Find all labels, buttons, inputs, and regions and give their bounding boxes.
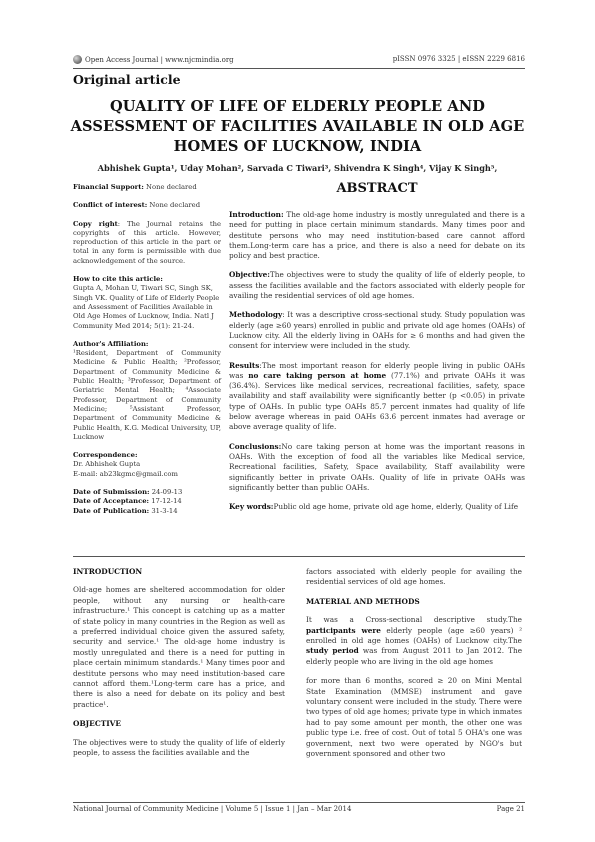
header-issn: pISSN 0976 3325 | eISSN 2229 6816 <box>392 55 525 63</box>
acceptance-label: Date of Acceptance: <box>73 497 150 506</box>
keywords-text: Public old age home, private old age home, elderly, Quality of Life <box>273 502 519 512</box>
correspondence-name: Dr. Abhishek Gupta <box>73 460 141 469</box>
financial-support-label: Financial Support: <box>73 183 144 191</box>
publication-date: 31-3-14 <box>149 506 178 515</box>
citation-text: Gupta A, Mohan U, Tiwari SC, Singh SK, Singh VK. Quality of Life of Elderly People and Assessment of Facilities Available in Old Age Homes of Lucknow, India. Natl J Community Med 2014; 5(1): 21-24. <box>73 284 220 330</box>
affiliation-text: ¹Resident, Department of Community Medicine & Public Health; ²Professor, Department of Community Medicine & Public Health; ³Professor, Department of Geriatric Mental Health; ⁴Associate Professor, Department of Community Medicine; ⁵Assistant Professor, Department of Community Medicine & Public Health, K.G. Medical University, UP, Lucknow <box>73 349 221 441</box>
submission-date: 24-09-13 <box>149 488 183 497</box>
methods-emphasis-participants: participants were <box>306 625 381 635</box>
abstract-introduction <box>229 210 525 261</box>
keywords-label: Key words: <box>229 502 274 512</box>
methods-emphasis-period: study period <box>306 646 359 656</box>
methods-text-c: elderly people (age ≥60 years) ² enrolled in old age homes (OAHs) of Lucknow city.The <box>306 625 522 646</box>
copyright-value: : The Journal retains the copyrights of this article. However, reproduction of this article in the part or total in any form is permissible with due acknowledgement of the source. <box>73 219 221 265</box>
methods-paragraph-1 <box>306 615 522 667</box>
abstract-objective-text: The objectives were to study the quality of life of elderly people, to assess the facilities available and the factors associated with elderly people for availing the residential services of old age homes. <box>229 270 525 301</box>
copyright-label: Copy right <box>73 219 118 228</box>
abstract-conclusions <box>229 442 525 493</box>
abstract-results-text-cont: (77.1%) and private OAHs it was (36.4%). Services like medical services, recreational facilities, safety, space availability and staff availability were significantly better (p <0.05) in private type of OAHs. In public type OAHs 85.7 percent inmates had quality of life below average whereas in paid OAHs 63.6 percent inmates had average or above average quality of life. <box>229 370 525 432</box>
running-footer <box>73 805 525 813</box>
abstract-heading: ABSTRACT <box>336 181 418 196</box>
citation-block <box>73 275 221 331</box>
abstract-results <box>229 361 525 433</box>
abstract-methodology <box>229 310 525 351</box>
abstract-objective-label: Objective: <box>229 270 270 280</box>
body-column-left <box>73 567 285 768</box>
running-header <box>73 55 525 67</box>
conflict-value: None declared <box>147 201 201 210</box>
section-divider <box>73 556 525 557</box>
header-rule <box>73 68 525 69</box>
article-type: Original article <box>73 72 181 87</box>
abstract-method-label: Methodology <box>229 310 283 320</box>
header-left <box>73 55 234 64</box>
abstract-results-text: :The most important reason for elderly people living in public OAHs was <box>229 360 525 380</box>
introduction-heading: INTRODUCTION <box>73 567 143 576</box>
submission-label: Date of Submission: <box>73 488 150 497</box>
affiliation-block <box>73 340 221 442</box>
abstract-keywords <box>229 502 525 512</box>
introduction-paragraph: Old-age homes are sheltered accommodation for older people, without any nursing or health-care infrastructure.¹ This concept is catching up as a matter of state policy in many countries in the Region as well as a preferred individual choice given the assured safety, security and service.¹ The old-age home industry is mostly unregulated and there is a need for putting in place certain minimum standards.¹ Many times poor and destitute persons who may need institution-based care cannot afford them.¹Long-term care has a price, and there is also a need for debate on its policy and best practice¹. <box>73 585 285 709</box>
correspondence-block <box>73 451 221 479</box>
abstract-method-text: : It was a descriptive cross-sectional study. Study population was elderly (age ≥60 years) enrolled in public and private old age homes (OAHs) of Lucknow city. All the elderly living in OAHs for ≥ 6 months and had given the consent for interview were included in the study. <box>229 310 525 351</box>
abstract-conclusion-label: Conclusions: <box>229 441 282 451</box>
objective-continuation: factors associated with elderly people for availing the residential services of old age homes. <box>306 567 522 587</box>
methods-heading: MATERIAL AND METHODS <box>306 596 420 606</box>
body-column-right <box>306 567 522 769</box>
methods-text-d: was from August 2011 to Jan 2012. The elderly people who are living in the old age homes <box>306 646 523 666</box>
copyright-note <box>73 220 221 266</box>
objective-heading: OBJECTIVE <box>73 719 122 729</box>
header-journal-info: Open Access Journal | www.njcmindia.org <box>85 56 234 64</box>
dates-block <box>73 488 221 516</box>
affiliation-label: Author's Affiliation: <box>73 339 149 348</box>
financial-support <box>73 183 221 192</box>
financial-support-value: None declared <box>143 183 197 191</box>
abstract-section <box>229 181 525 521</box>
acceptance-date: 17-12-14 <box>149 497 182 506</box>
abstract-conclusion-text: No care taking person at home was the important reasons in OAHs. With the exception of food all the variables like Medical service, Recreational facilities, Safety, Space availability, Staff availability were significantly better in private OAHs. Quality of life in private OAHs was significantly better than public OAHs. <box>229 441 525 492</box>
author-list: Abhishek Gupta¹, Uday Mohan², Sarvada C Tiwari³, Shivendra K Singh⁴, Vijay K Singh⁵, <box>97 163 498 173</box>
footer-journal: National Journal of Community Medicine | Volume 5 | Issue 1 | Jan – Mar 2014 <box>73 805 352 813</box>
footer-rule <box>73 802 525 803</box>
abstract-objective <box>229 270 525 301</box>
methods-paragraph-2: for more than 6 months, scored ≥ 20 on Mini Mental State Examination (MMSE) instrument and gave voluntary consent were included in the study. There were two types of old age homes; private type in which inmates had to pay some amount per month, the other one was public type i.e. free of cost. Out of total 5 OHA's one was government, next two were operated by NGO's but government sponsored and other two <box>306 676 522 759</box>
abstract-results-label: Results <box>229 360 260 370</box>
abstract-intro-text: The old-age home industry is mostly unregulated and there is a need for putting in place certain minimum standards. Many times poor and destitute persons who may need institution-based care cannot afford them.Long-term care has a price, and there is also a need for debate on its policy and best practice. <box>229 210 525 261</box>
conflict-label: Conflict of interest: <box>73 201 148 210</box>
article-title: QUALITY OF LIFE OF ELDERLY PEOPLE AND ASSESSMENT OF FACILITIES AVAILABLE IN OLD AGE HOMES OF LUCKNOW, INDIA <box>70 98 525 155</box>
methods-text-a: It was a Cross-sectional descriptive study.The <box>306 615 522 625</box>
correspondence-email: E-mail: ab23kgmc@gmail.com <box>73 469 178 478</box>
open-access-logo-icon <box>73 55 82 64</box>
page-number: Page 21 <box>496 805 525 813</box>
abstract-results-emphasis: no care taking person at home <box>248 370 387 380</box>
abstract-intro-label: Introduction: <box>229 210 284 219</box>
conflict-of-interest <box>73 201 221 210</box>
citation-label: How to cite this article: <box>73 275 163 284</box>
article-sidebar <box>73 183 221 525</box>
publication-label: Date of Publication: <box>73 506 150 515</box>
objective-paragraph: The objectives were to study the quality of life of elderly people, to assess the facilities available and the <box>73 737 285 758</box>
correspondence-label: Correspondence: <box>73 451 138 460</box>
